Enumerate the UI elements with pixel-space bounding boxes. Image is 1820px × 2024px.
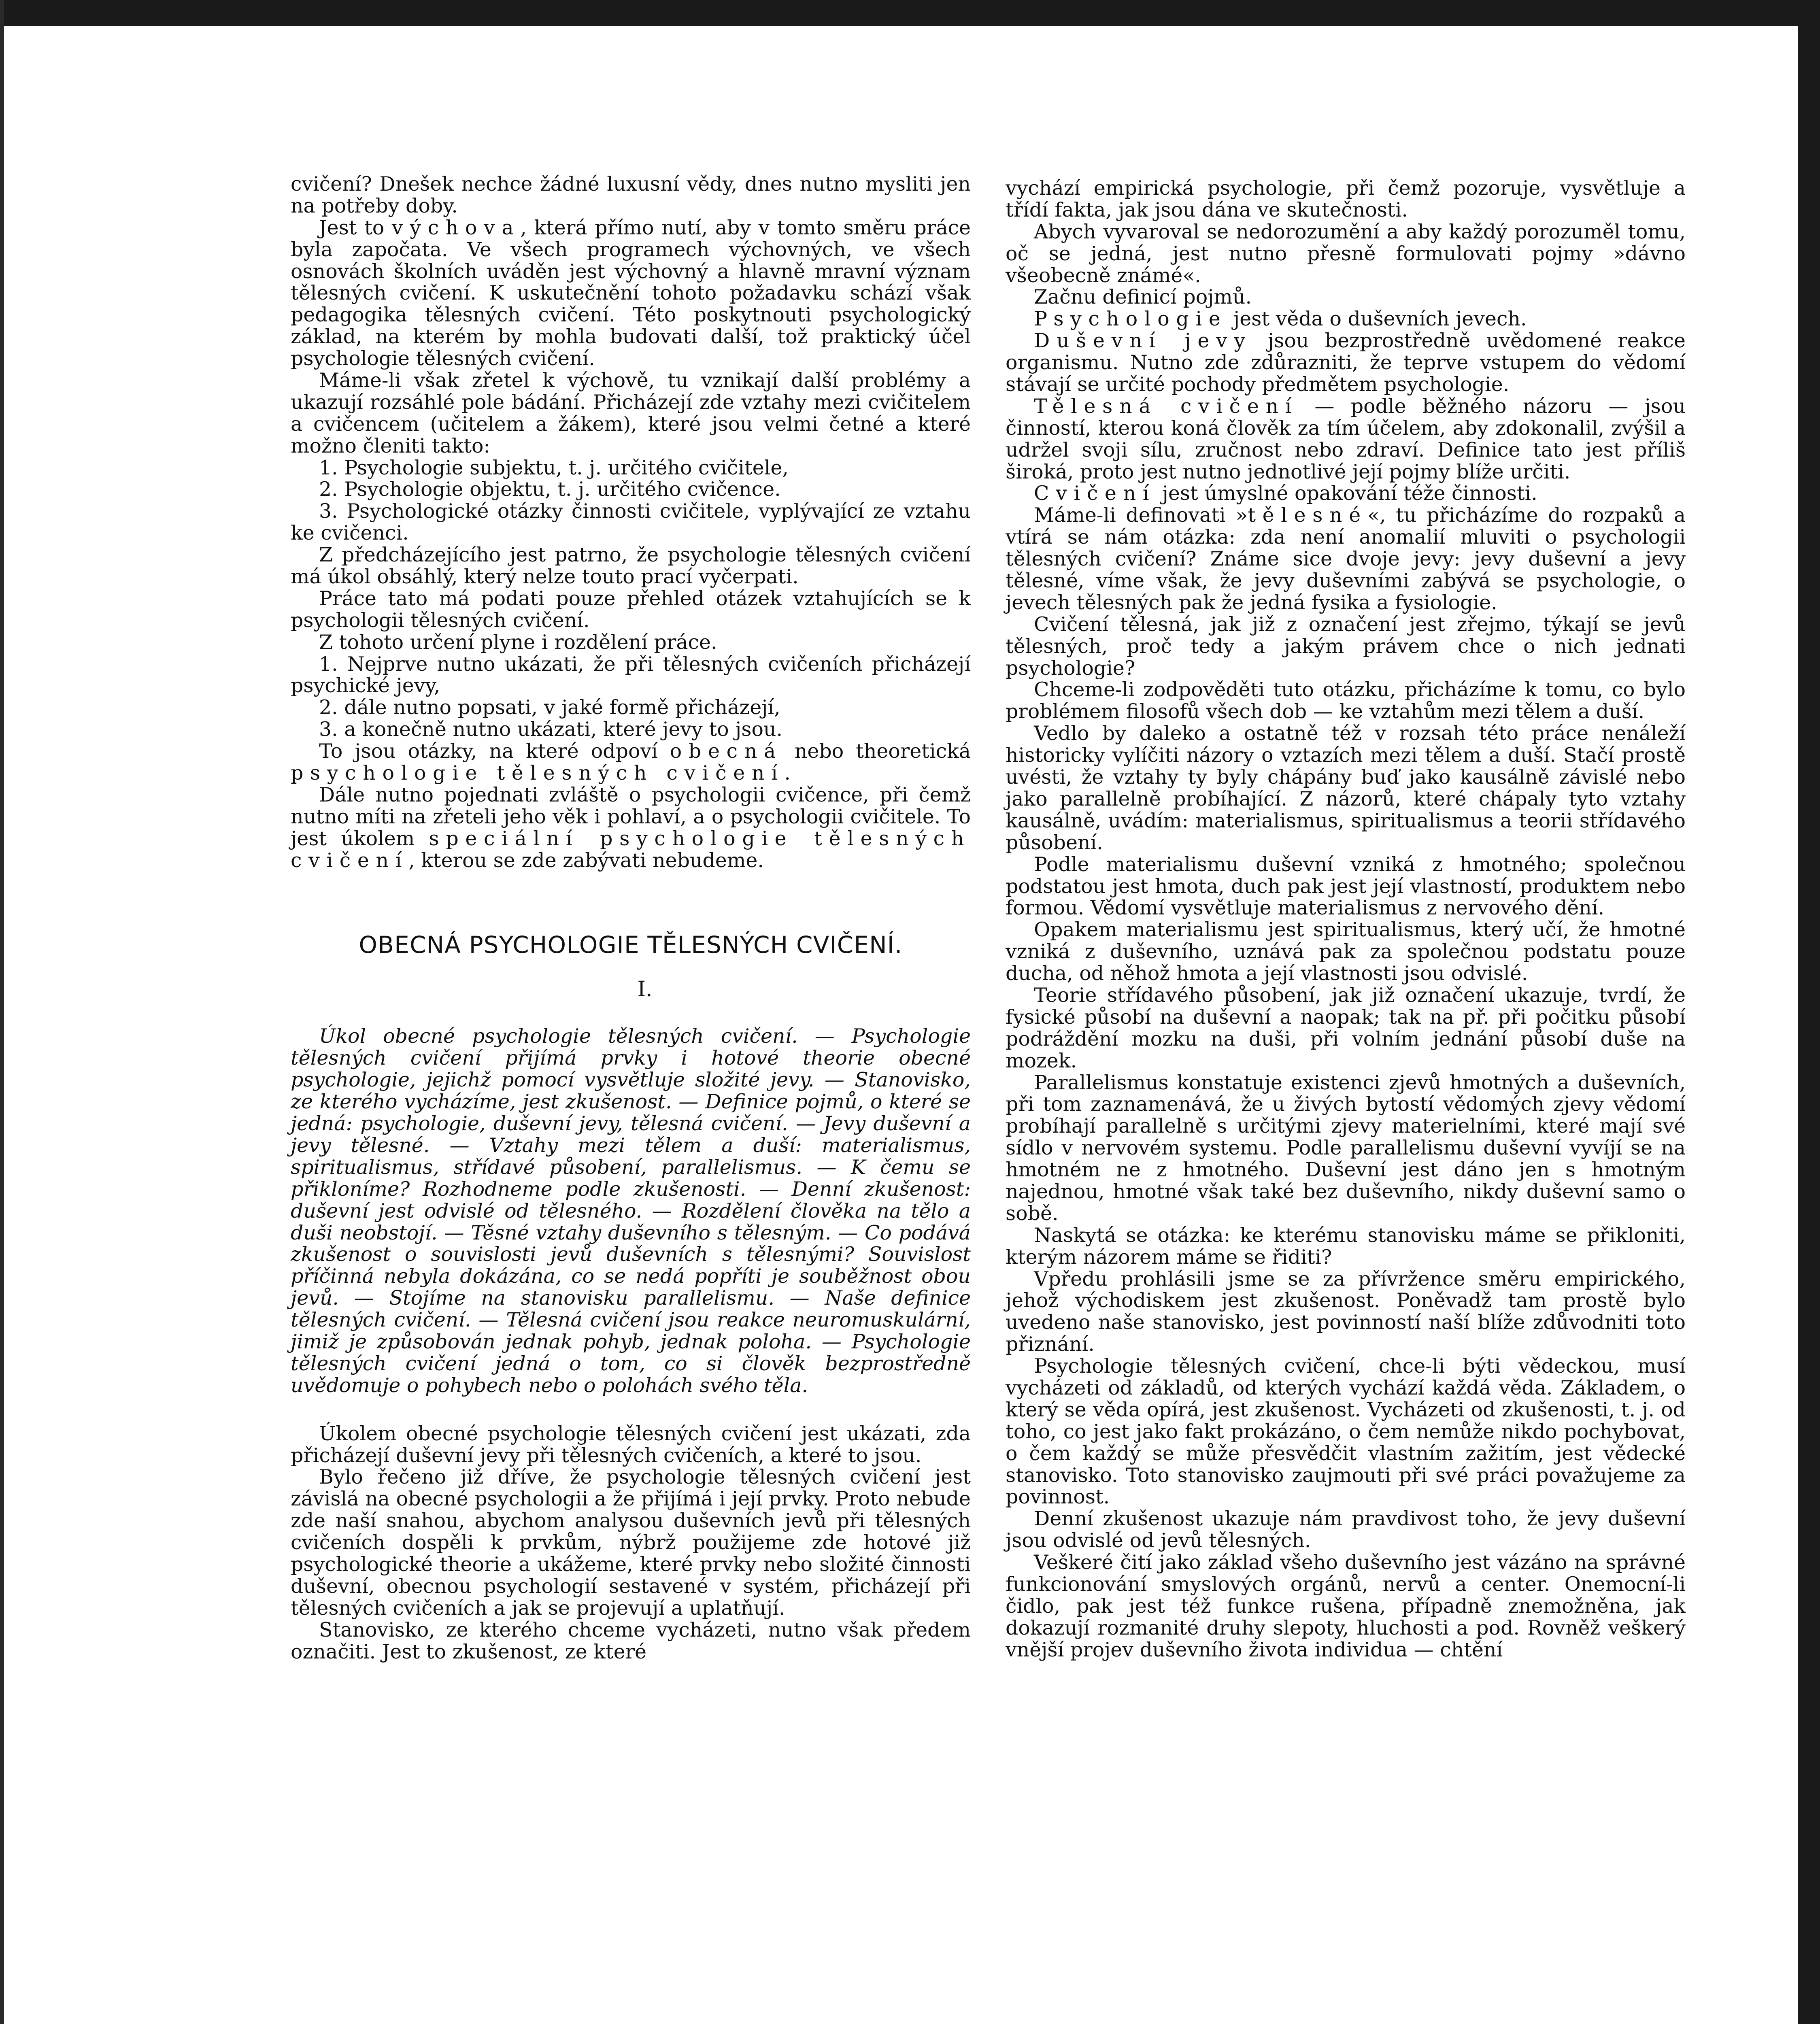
paragraph: Z tohoto určení plyne i rozdělení práce.	[319, 630, 717, 654]
scan-right-border	[1798, 0, 1820, 2024]
list-item: 2. dále nutno popsati, v jaké formě přicházejí,	[319, 696, 780, 719]
paragraph: Cvičení jest úmyslné opakování téže činnosti.	[1034, 482, 1537, 505]
paragraph: Máme-li definovati »tělesné«, tu přicházíme do rozpaků a vtírá se nám otázka: zda není anomalií mluviti o psychologii tělesných cvičení? Známe sice dvoje jevy: jevy duševní a jevy tělesné, víme však, že jevy duševními zabývá se psychologie, o jevech tělesných pak že jedná fysika a fysiologie.	[1006, 504, 1686, 614]
paragraph: Vedlo by daleko a ostatně též v rozsah této práce nenáleží historicky vylíčiti názory o vztazích mezi tělem a duší. Stačí prostě uvésti, že vztahy ty byly chápány buď jako kausálně závislé nebo jako parallelně probíhající. Z názorů, které chápaly tyto vztahy kausálně, uvádím: materialismus, spiritualismus a teorii střídavého působení.	[1006, 722, 1686, 854]
paragraph: Vpředu prohlásili jsme se za přívržence směru empirického, jehož východiskem jest zkušenost. Poněvadž tam prostě bylo uvedeno naše stanovisko, jest povinností naší blíže zdůvodniti toto přiznání.	[1006, 1267, 1686, 1356]
section-number: I.	[637, 977, 653, 1002]
paragraph: Psychologie tělesných cvičení, chce-li býti vědeckou, musí vycházeti od základů, od kterých vychází každá věda. Základem, o který se věda opírá, jest zkušenost. Vycházeti od zkušenosti, t. j. od toho, co jest jako fakt prokázáno, o čem nemůže nikdo pochybovat, o čem každý se může přesvědčit vlastním zažitím, jest vědecké stanovisko. Toto stanovisko zaujmouti při své práci považujeme za povinnost.	[1006, 1354, 1686, 1509]
paragraph: Dále nutno pojednati zvláště o psychologii cvičence, při čemž nutno míti na zřeteli jeho věk i pohlaví, a o psychologii cvičitele. To jest úkolem speciální psychologie tělesných cvičení, kterou se zde zabývati nebudeme.	[291, 783, 971, 872]
paragraph: Teorie střídavého působení, jak již označení ukazuje, tvrdí, že fysické působí na duševní a naopak; tak na př. při počitku působí podráždění mozku na duši, při volním jednání působí duše na mozek.	[1006, 983, 1686, 1072]
paragraph: Abych vyvaroval se nedorozumění a aby každý porozuměl tomu, oč se jedná, jest nutno přesně formulovati pojmy »dávno všeobecně známé«.	[1006, 220, 1686, 287]
paragraph: Z předcházejícího jest patrno, že psychologie tělesných cvičení má úkol obsáhlý, který nelze touto prací vyčerpati.	[291, 543, 971, 589]
summary-text: Úkol obecné psychologie tělesných cvičení. — Psychologie tělesných cvičení přijímá prvky i hotové theorie obecné psychologie, jejichž pomocí vysvětluje složité jevy. — Stanovisko, ze kterého vycházíme, jest zkušenost. — Definice pojmů, o které se jedná: psychologie, duševní jevy, tělesná cvičení. — Jevy duševní a jevy tělesné. — Vztahy mezi tělem a duší: materialismus, spiritualismus, střídavé působení, parallelismus. — K čemu se přikloníme? Rozhodneme podle zkušenosti. — Denní zkušenost: duševní jest odvislé od tělesného. — Rozdělení člověka na tělo a duši neobstojí. — Těsné vztahy duševního s tělesným. — Co podává zkušenost o souvislosti jevů duševních s tělesnými? Souvislost příčinná nebyla dokázána, co se nedá popříti je souběžnost obou jevů. — Stojíme na stanovisku parallelismu. — Naše definice tělesných cvičení. — Tělesná cvičení jsou reakce neuromuskulární, jimiž je způsobován jednak pohyb, jednak poloha. — Psychologie tělesných cvičení jedná o tom, co si člověk bezprostředně uvědomuje o pohybech nebo o polohách svého těla.	[291, 1025, 971, 1397]
paragraph: cvičení? Dnešek nechce žádné luxusní vědy, dnes nutno mysliti jen na potřeby doby.	[291, 172, 971, 217]
left-column	[291, 173, 971, 1663]
paragraph: Začnu definicí pojmů.	[1034, 285, 1252, 309]
right-column	[1006, 177, 1686, 1661]
paragraph: Cvičení tělesná, jak již z označení jest zřejmo, týkají se jevů tělesných, proč tedy a jakým právem chce o nich jednati psychologie?	[1006, 612, 1686, 680]
paragraph: Práce tato má podati pouze přehled otázek vztahujících se k psychologii tělesných cvičení.	[291, 587, 971, 632]
paragraph: Veškeré čití jako základ všeho duševního jest vázáno na správné funkcionování smyslových orgánů, nervů a center. Onemocní-li čidlo, pak jest též funkce rušena, případně znemožněna, jak dokazují rozmanité druhy slepoty, hluchosti a pod. Rovněž veškerý vnější projev duševního života individua — chtění	[1006, 1551, 1686, 1661]
paragraph: Chceme-li zodpověděti tuto otázku, přicházíme k tomu, co bylo problémem filosofů všech dob — ke vztahům mezi tělem a duší.	[1006, 678, 1686, 723]
section-heading: OBECNÁ PSYCHOLOGIE TĚLESNÝCH CVIČENÍ.	[359, 931, 903, 959]
paragraph: Psychologie jest věda o duševních jevech.	[1034, 307, 1527, 331]
paragraph: vychází empirická psychologie, při čemž pozoruje, vysvětluje a třídí fakta, jak jsou dána ve skutečnosti.	[1006, 176, 1686, 221]
paragraph: Jest to výchova, která přímo nutí, aby v tomto směru práce byla započata. Ve všech programech výchovných, ve všech osnovách školních uváděn jest výchovný a hlavně mravní význam tělesných cvičení. K uskutečnění tohoto požadavku schází však pedagogika tělesných cvičení. Této poskytnouti psychologický základ, na kterém by mohla budovati další, tož praktický účel psychologie tělesných cvičení.	[291, 216, 971, 370]
paragraph: Parallelismus konstatuje existenci zjevů hmotných a duševních, při tom zaznamenává, že u živých bytostí vědomých zjevy vědomí probíhají parallelně s určitými zjevy materielními, které mají své sídlo v nervovém systemu. Podle parallelismu duševní vyvíjí se na hmotném ne z hmotného. Duševní jest dáno jen s hmotným najednou, hmotné však také bez duševního, nikdy duševní samo o sobě.	[1006, 1071, 1686, 1225]
list-item: 2. Psychologie objektu, t. j. určitého cvičence.	[319, 478, 781, 501]
list-item: 3. a konečně nutno ukázati, které jevy to jsou.	[319, 718, 783, 741]
paragraph: Podle materialismu duševní vzniká z hmotného; společnou podstatou jest hmota, duch pak jest její vlastností, produktem nebo formou. Vědomí vysvětluje materialismus z nervového dění.	[1006, 853, 1686, 920]
paragraph: To jsou otázky, na které odpoví obecná nebo theoretická psychologie tělesných cvičení.	[291, 740, 971, 785]
chapter-summary	[291, 1025, 971, 1396]
list-item: 3. Psychologické otázky činnosti cvičitele, vyplývající ze vztahu ke cvičenci.	[291, 500, 971, 545]
paragraph: Tělesná cvičení — podle běžného názoru — jsou činností, kterou koná člověk za tím účelem, aby zdokonalil, zvýšil a udržel svoji sílu, zručnost nebo zdraví. Definice tato jest příliš široká, proto jest nutno jednotlivé její pojmy blíže určiti.	[1006, 394, 1686, 483]
paragraph: Naskytá se otázka: ke kterému stanovisku máme se přikloniti, kterým názorem máme se řiditi?	[1006, 1223, 1686, 1269]
list-item: 1. Psychologie subjektu, t. j. určitého cvičitele,	[319, 456, 789, 479]
paragraph: Denní zkušenost ukazuje nám pravdivost toho, že jevy duševní jsou odvislé od jevů tělesných.	[1006, 1507, 1686, 1552]
paragraph: Duševní jevy jsou bezprostředně uvědomené reakce organismu. Nutno zde zdůrazniti, že teprve vstupem do vědomí stávají se určité pochody předmětem psychologie.	[1006, 329, 1686, 396]
list-item: 1. Nejprve nutno ukázati, že při tělesných cvičeních přicházejí psychické jevy,	[291, 652, 971, 697]
paragraph: Stanovisko, ze kterého chceme vycházeti, nutno však předem označiti. Jest to zkušenost, ze které	[291, 1618, 971, 1663]
paragraph: Opakem materialismu jest spiritualismus, který učí, že hmotné vzniká z duševního, uznává pak za společnou podstatu pouze ducha, od něhož hmota a její vlastnosti jsou odvislé.	[1006, 918, 1686, 985]
scan-top-border	[0, 0, 1820, 26]
paragraph: Máme-li však zřetel k výchově, tu vznikají další problémy a ukazují rozsáhlé pole bádání. Přicházejí zde vztahy mezi cvičitelem a cvičencem (učitelem a žákem), které jsou velmi četné a které možno členiti takto:	[291, 369, 971, 457]
paragraph: Úkolem obecné psychologie tělesných cvičení jest ukázati, zda přicházejí duševní jevy při tělesných cvičeních, a které to jsou.	[291, 1422, 971, 1467]
scan-left-border	[0, 0, 4, 2024]
paragraph: Bylo řečeno již dříve, že psychologie tělesných cvičení jest závislá na obecné psychologii a že přijímá i její prvky. Proto nebude zde naší snahou, abychom analysou duševních jevů při tělesných cvičeních dospěli k prvkům, nýbrž použijeme zde hotové již psychologické theorie a ukážeme, které prvky nebo složité činnosti duševní, obecnou psychologií sestavené v systém, přicházejí při tělesných cvičeních a jak se projevují a uplatňují.	[291, 1465, 971, 1620]
